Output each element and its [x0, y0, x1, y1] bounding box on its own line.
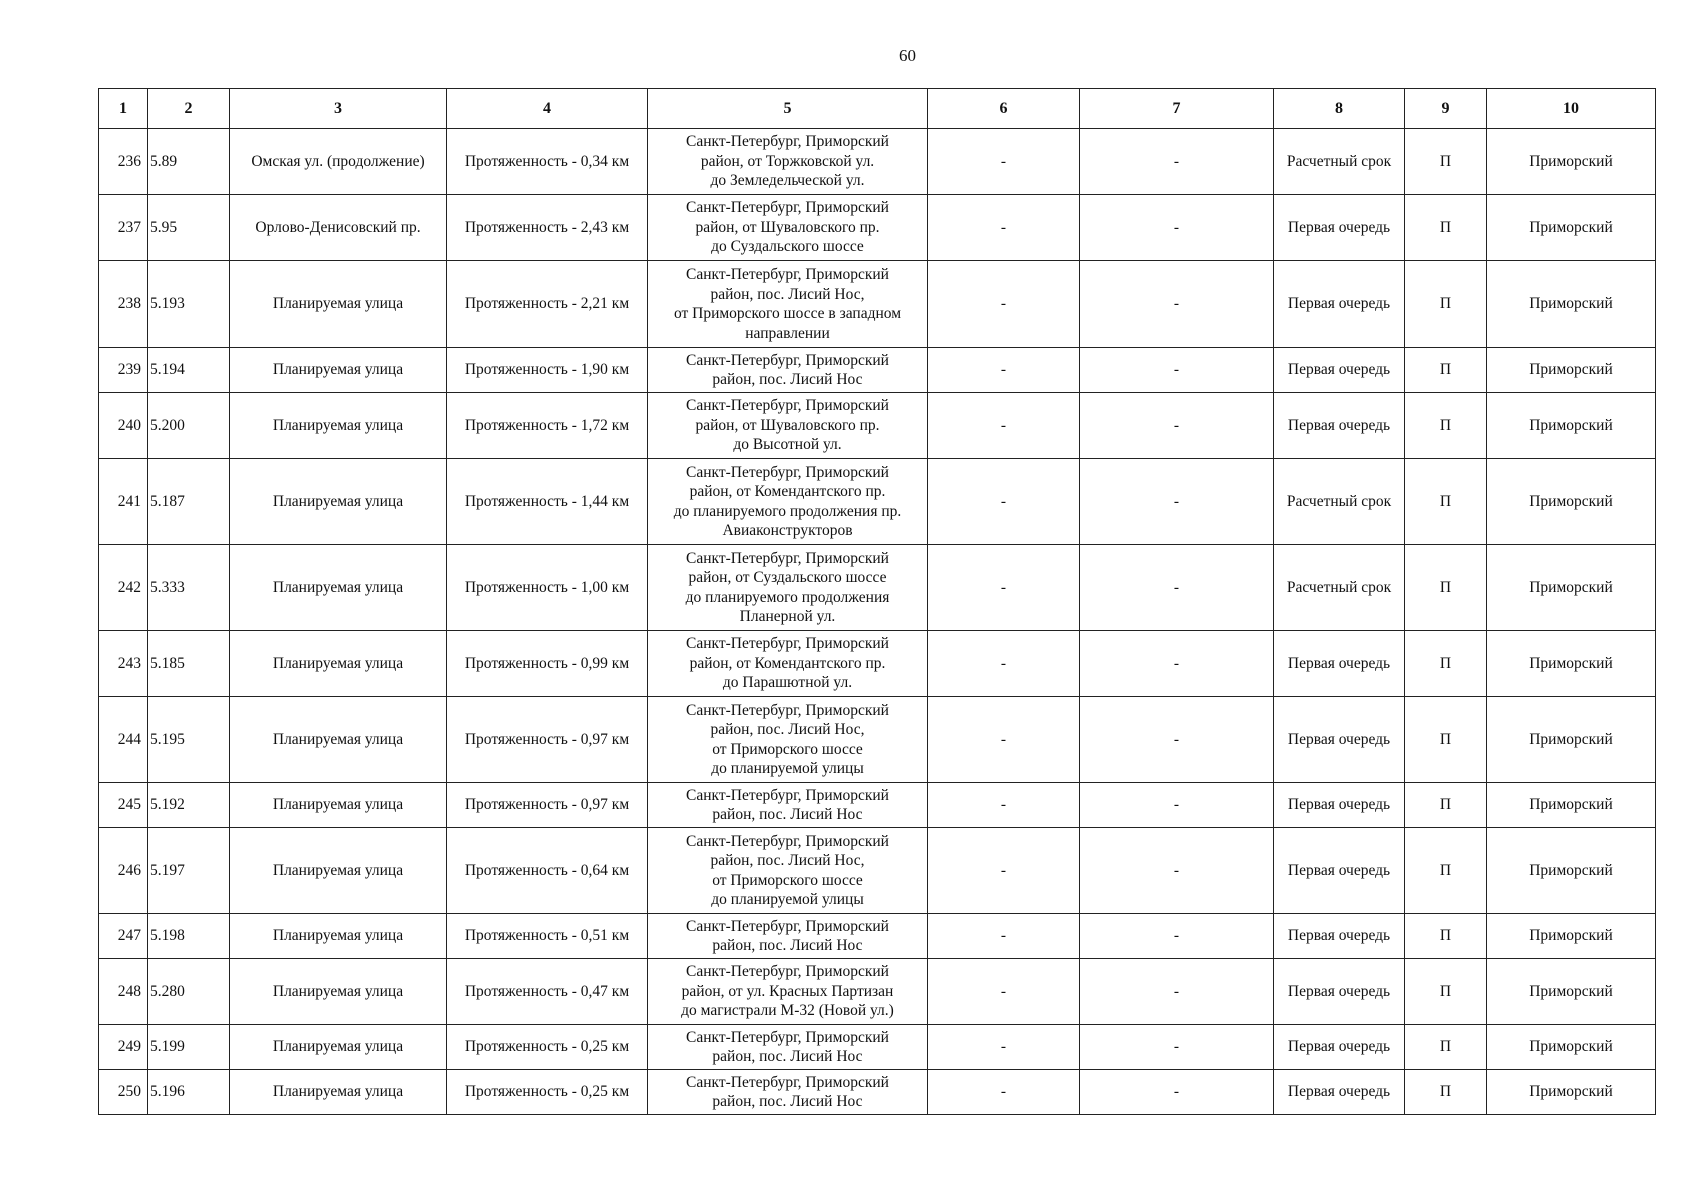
table-row	[99, 1070, 1656, 1115]
table-row	[99, 828, 1656, 914]
location-line: Санкт-Петербург, Приморский	[686, 917, 889, 935]
length-cell: Протяженность - 2,21 км	[447, 261, 648, 348]
row-number-cell: 250	[99, 1070, 148, 1115]
district-cell: Приморский	[1487, 261, 1656, 348]
column-header: 5	[648, 89, 928, 129]
column-7-cell: -	[1080, 914, 1274, 959]
length-cell: Протяженность - 1,90 км	[447, 348, 648, 393]
object-code-cell: 5.197	[148, 828, 230, 914]
table-row	[99, 393, 1656, 459]
status-cell: П	[1405, 828, 1487, 914]
status-cell: П	[1405, 1025, 1487, 1070]
row-number-cell: 244	[99, 697, 148, 783]
column-7-cell: -	[1080, 545, 1274, 631]
column-7-cell: -	[1080, 959, 1274, 1025]
table-row	[99, 914, 1656, 959]
district-cell: Приморский	[1487, 348, 1656, 393]
location-line: до Суздальского шоссе	[711, 238, 864, 256]
status-cell: П	[1405, 631, 1487, 697]
table-row	[99, 1025, 1656, 1070]
term-cell: Первая очередь	[1274, 631, 1405, 697]
object-code-cell: 5.280	[148, 959, 230, 1025]
row-number-cell: 247	[99, 914, 148, 959]
term-cell: Первая очередь	[1274, 828, 1405, 914]
term-cell: Первая очередь	[1274, 783, 1405, 828]
page-number: 60	[899, 46, 916, 65]
location-cell	[648, 393, 928, 459]
object-code-cell: 5.198	[148, 914, 230, 959]
term-cell: Расчетный срок	[1274, 129, 1405, 195]
location-cell	[648, 1070, 928, 1115]
location-line: район, от Шуваловского пр.	[695, 416, 880, 434]
column-7-cell: -	[1080, 348, 1274, 393]
row-number-cell: 236	[99, 129, 148, 195]
column-6-cell: -	[928, 783, 1080, 828]
district-cell: Приморский	[1487, 783, 1656, 828]
location-line: Санкт-Петербург, Приморский	[686, 133, 889, 151]
column-6-cell: -	[928, 261, 1080, 348]
table-row	[99, 459, 1656, 545]
column-6-cell: -	[928, 1025, 1080, 1070]
column-7-cell: -	[1080, 1025, 1274, 1070]
location-line: до планируемой улицы	[711, 760, 864, 777]
row-number-cell: 249	[99, 1025, 148, 1070]
location-line: Санкт-Петербург, Приморский	[686, 351, 889, 369]
term-cell: Расчетный срок	[1274, 545, 1405, 631]
location-cell	[648, 129, 928, 195]
column-6-cell: -	[928, 631, 1080, 697]
term-cell: Первая очередь	[1274, 1070, 1405, 1115]
location-line: район, пос. Лисий Нос,	[710, 285, 865, 303]
length-cell: Протяженность - 2,43 км	[447, 195, 648, 261]
status-cell: П	[1405, 348, 1487, 393]
district-cell: Приморский	[1487, 631, 1656, 697]
object-name-cell: Планируемая улица	[230, 783, 447, 828]
object-name-cell: Планируемая улица	[230, 1070, 447, 1115]
location-line: район, от Комендантского пр.	[689, 654, 886, 672]
column-7-cell: -	[1080, 631, 1274, 697]
table-row	[99, 631, 1656, 697]
table-row	[99, 261, 1656, 348]
object-name-cell: Планируемая улица	[230, 393, 447, 459]
location-line: до Парашютной ул.	[722, 674, 853, 692]
objects-table	[98, 88, 1656, 1115]
object-name-cell: Планируемая улица	[230, 828, 447, 914]
location-line: Санкт-Петербург, Приморский	[686, 701, 889, 719]
status-cell: П	[1405, 129, 1487, 195]
location-line: район, от Торжковской ул.	[700, 152, 875, 170]
object-name-cell: Планируемая улица	[230, 261, 447, 348]
term-cell: Первая очередь	[1274, 959, 1405, 1025]
table-header-row	[99, 89, 1656, 129]
row-number-cell: 239	[99, 348, 148, 393]
location-line: район, от Суздальского шоссе	[688, 569, 887, 586]
object-name-cell: Орлово-Денисовский пр.	[230, 195, 447, 261]
term-cell: Расчетный срок	[1274, 459, 1405, 545]
object-code-cell: 5.199	[148, 1025, 230, 1070]
location-line: район, пос. Лисий Нос	[712, 1093, 863, 1110]
status-cell: П	[1405, 1070, 1487, 1115]
object-code-cell: 5.89	[148, 129, 230, 195]
column-7-cell: -	[1080, 459, 1274, 545]
object-code-cell: 5.333	[148, 545, 230, 631]
location-line: от Приморского шоссе	[712, 871, 863, 889]
district-cell: Приморский	[1487, 393, 1656, 459]
location-line: Санкт-Петербург, Приморский	[686, 786, 889, 804]
district-cell: Приморский	[1487, 828, 1656, 914]
length-cell: Протяженность - 1,44 км	[447, 459, 648, 545]
column-7-cell: -	[1080, 828, 1274, 914]
object-name-cell: Планируемая улица	[230, 545, 447, 631]
object-code-cell: 5.196	[148, 1070, 230, 1115]
location-cell	[648, 195, 928, 261]
location-cell	[648, 459, 928, 545]
column-7-cell: -	[1080, 783, 1274, 828]
column-header: 1	[99, 89, 148, 129]
column-header: 2	[148, 89, 230, 129]
location-line: район, пос. Лисий Нос	[712, 937, 863, 954]
location-cell	[648, 261, 928, 348]
district-cell: Приморский	[1487, 1070, 1656, 1115]
location-cell	[648, 1025, 928, 1070]
location-line: направлении	[745, 324, 830, 342]
column-6-cell: -	[928, 697, 1080, 783]
length-cell: Протяженность - 0,64 км	[447, 828, 648, 914]
location-line: от Приморского шоссе в западном	[673, 305, 902, 322]
location-line: Санкт-Петербург, Приморский	[686, 397, 889, 415]
location-line: район, пос. Лисий Нос,	[710, 721, 865, 738]
length-cell: Протяженность - 0,47 км	[447, 959, 648, 1025]
location-line: Санкт-Петербург, Приморский	[686, 463, 889, 481]
location-line: район, от Шуваловского пр.	[695, 218, 880, 236]
location-line: Планерной ул.	[739, 608, 836, 625]
location-line: до планируемого продолжения пр.	[673, 502, 902, 520]
row-number-cell: 246	[99, 828, 148, 914]
column-7-cell: -	[1080, 129, 1274, 195]
status-cell: П	[1405, 195, 1487, 261]
location-cell	[648, 828, 928, 914]
column-6-cell: -	[928, 459, 1080, 545]
table-row	[99, 195, 1656, 261]
column-6-cell: -	[928, 545, 1080, 631]
location-line: от Приморского шоссе	[712, 740, 863, 758]
object-code-cell: 5.95	[148, 195, 230, 261]
term-cell: Первая очередь	[1274, 1025, 1405, 1070]
location-line: до планируемой улицы	[711, 891, 864, 908]
status-cell: П	[1405, 545, 1487, 631]
object-code-cell: 5.185	[148, 631, 230, 697]
object-code-cell: 5.193	[148, 261, 230, 348]
column-7-cell: -	[1080, 195, 1274, 261]
column-6-cell: -	[928, 129, 1080, 195]
location-line: Санкт-Петербург, Приморский	[686, 1073, 889, 1091]
location-line: Санкт-Петербург, Приморский	[686, 963, 889, 981]
location-cell	[648, 959, 928, 1025]
object-code-cell: 5.195	[148, 697, 230, 783]
object-name-cell: Омская ул. (продолжение)	[230, 129, 447, 195]
location-line: Санкт-Петербург, Приморский	[686, 1028, 889, 1046]
row-number-cell: 245	[99, 783, 148, 828]
table-row	[99, 348, 1656, 393]
row-number-cell: 238	[99, 261, 148, 348]
district-cell: Приморский	[1487, 129, 1656, 195]
row-number-cell: 237	[99, 195, 148, 261]
row-number-cell: 242	[99, 545, 148, 631]
location-cell	[648, 783, 928, 828]
location-line: Санкт-Петербург, Приморский	[686, 199, 889, 217]
column-7-cell: -	[1080, 261, 1274, 348]
status-cell: П	[1405, 459, 1487, 545]
status-cell: П	[1405, 959, 1487, 1025]
column-header: 4	[447, 89, 648, 129]
column-header: 8	[1274, 89, 1405, 129]
column-header: 6	[928, 89, 1080, 129]
location-line: район, от Комендантского пр.	[689, 483, 886, 500]
status-cell: П	[1405, 914, 1487, 959]
object-name-cell: Планируемая улица	[230, 959, 447, 1025]
object-code-cell: 5.194	[148, 348, 230, 393]
term-cell: Первая очередь	[1274, 195, 1405, 261]
district-cell: Приморский	[1487, 959, 1656, 1025]
status-cell: П	[1405, 393, 1487, 459]
district-cell: Приморский	[1487, 1025, 1656, 1070]
table-row	[99, 129, 1656, 195]
table-row	[99, 545, 1656, 631]
location-line: район, пос. Лисий Нос	[712, 1048, 863, 1065]
location-line: Санкт-Петербург, Приморский	[686, 635, 889, 653]
column-6-cell: -	[928, 195, 1080, 261]
location-line: район, пос. Лисий Нос	[712, 371, 863, 388]
row-number-cell: 241	[99, 459, 148, 545]
district-cell: Приморский	[1487, 697, 1656, 783]
length-cell: Протяженность - 0,99 км	[447, 631, 648, 697]
location-line: Авиаконструкторов	[722, 522, 853, 539]
column-6-cell: -	[928, 348, 1080, 393]
district-cell: Приморский	[1487, 545, 1656, 631]
length-cell: Протяженность - 1,00 км	[447, 545, 648, 631]
length-cell: Протяженность - 1,72 км	[447, 393, 648, 459]
location-line: Санкт-Петербург, Приморский	[686, 549, 889, 567]
column-header: 9	[1405, 89, 1487, 129]
column-6-cell: -	[928, 1070, 1080, 1115]
location-cell	[648, 697, 928, 783]
location-line: до Высотной ул.	[733, 436, 842, 454]
district-cell: Приморский	[1487, 195, 1656, 261]
term-cell: Первая очередь	[1274, 348, 1405, 393]
column-7-cell: -	[1080, 697, 1274, 783]
location-line: до магистрали М-32 (Новой ул.)	[681, 1002, 894, 1020]
length-cell: Протяженность - 0,25 км	[447, 1070, 648, 1115]
object-name-cell: Планируемая улица	[230, 914, 447, 959]
location-line: район, от ул. Красных Партизан	[681, 982, 894, 1000]
column-6-cell: -	[928, 914, 1080, 959]
location-line: до планируемого продолжения	[685, 588, 890, 606]
length-cell: Протяженность - 0,51 км	[447, 914, 648, 959]
length-cell: Протяженность - 0,97 км	[447, 697, 648, 783]
object-code-cell: 5.187	[148, 459, 230, 545]
row-number-cell: 248	[99, 959, 148, 1025]
term-cell: Первая очередь	[1274, 393, 1405, 459]
column-header: 10	[1487, 89, 1656, 129]
column-7-cell: -	[1080, 393, 1274, 459]
term-cell: Первая очередь	[1274, 914, 1405, 959]
object-name-cell: Планируемая улица	[230, 459, 447, 545]
location-line: до Земледельческой ул.	[710, 172, 865, 190]
object-code-cell: 5.192	[148, 783, 230, 828]
row-number-cell: 240	[99, 393, 148, 459]
column-header: 3	[230, 89, 447, 129]
location-cell	[648, 348, 928, 393]
term-cell: Первая очередь	[1274, 261, 1405, 348]
column-header: 7	[1080, 89, 1274, 129]
location-line: Санкт-Петербург, Приморский	[686, 832, 889, 850]
column-6-cell: -	[928, 393, 1080, 459]
column-6-cell: -	[928, 959, 1080, 1025]
row-number-cell: 243	[99, 631, 148, 697]
table-row	[99, 959, 1656, 1025]
object-name-cell: Планируемая улица	[230, 697, 447, 783]
object-code-cell: 5.200	[148, 393, 230, 459]
column-7-cell: -	[1080, 1070, 1274, 1115]
length-cell: Протяженность - 0,34 км	[447, 129, 648, 195]
table-row	[99, 783, 1656, 828]
object-name-cell: Планируемая улица	[230, 1025, 447, 1070]
district-cell: Приморский	[1487, 914, 1656, 959]
status-cell: П	[1405, 783, 1487, 828]
location-cell	[648, 545, 928, 631]
location-cell	[648, 914, 928, 959]
table-body	[99, 129, 1656, 1115]
location-line: Санкт-Петербург, Приморский	[686, 266, 889, 283]
term-cell: Первая очередь	[1274, 697, 1405, 783]
district-cell: Приморский	[1487, 459, 1656, 545]
location-cell	[648, 631, 928, 697]
object-name-cell: Планируемая улица	[230, 631, 447, 697]
location-line: район, пос. Лисий Нос	[712, 806, 863, 823]
status-cell: П	[1405, 697, 1487, 783]
length-cell: Протяженность - 0,25 км	[447, 1025, 648, 1070]
column-6-cell: -	[928, 828, 1080, 914]
length-cell: Протяженность - 0,97 км	[447, 783, 648, 828]
location-line: район, пос. Лисий Нос,	[710, 852, 865, 869]
object-name-cell: Планируемая улица	[230, 348, 447, 393]
status-cell: П	[1405, 261, 1487, 348]
table-row	[99, 697, 1656, 783]
